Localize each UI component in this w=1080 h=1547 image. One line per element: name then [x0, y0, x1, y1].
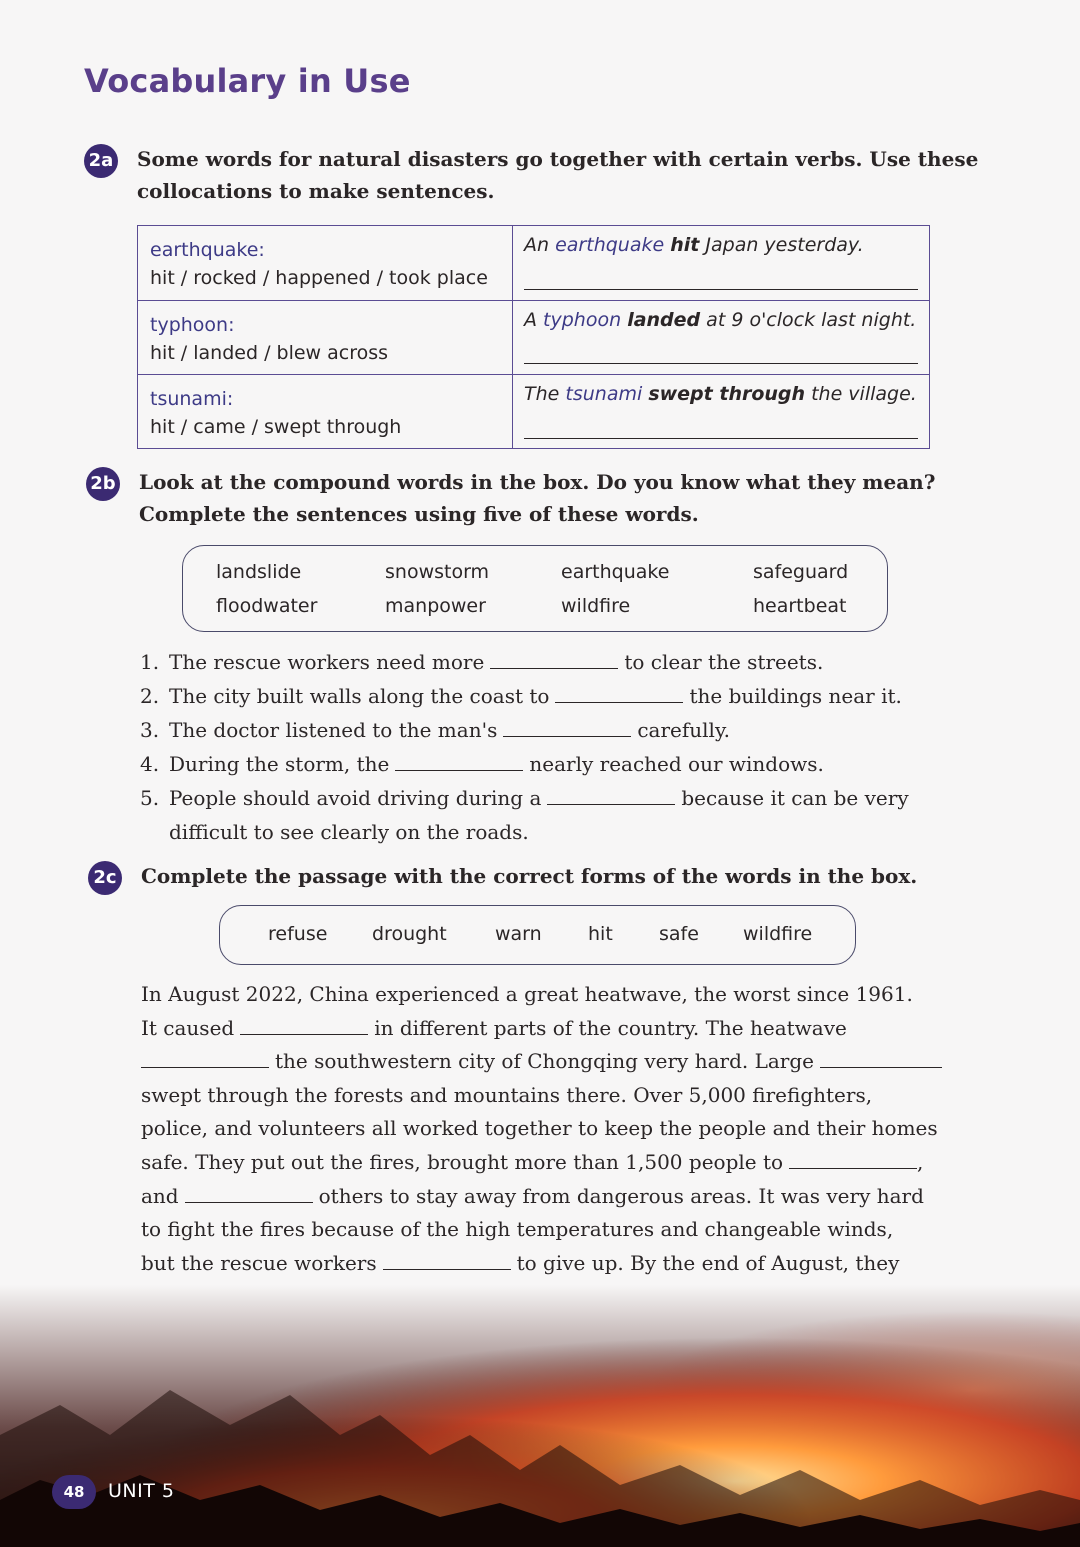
passage-line: [141, 1045, 948, 1079]
passage-line: In August 2022, China experienced a great heatwave, the worst since 1961.: [141, 982, 913, 1006]
collocation-cell: [138, 375, 513, 449]
answer-blank[interactable]: [141, 1047, 269, 1068]
page-title: Vocabulary in Use: [84, 62, 411, 100]
exercise-2b-instruction: [139, 466, 935, 530]
item-number: 3.: [140, 718, 160, 742]
passage-text: It caused: [141, 1015, 235, 1040]
answer-blank[interactable]: [820, 1047, 942, 1068]
example-cell: [513, 375, 929, 449]
list-item: [140, 781, 909, 815]
exercise-2b-badge: 2b: [86, 467, 120, 501]
example-text: [524, 383, 917, 405]
example-verb: swept through: [648, 383, 806, 405]
word-chip: earthquake: [561, 561, 670, 583]
answer-line[interactable]: [524, 289, 918, 290]
example-post: Japan yesterday.: [699, 234, 864, 256]
compound-word-box: [182, 545, 888, 632]
sentence-text: The rescue workers need more: [169, 650, 485, 674]
example-verb: hit: [670, 234, 700, 256]
passage-line: [141, 1146, 948, 1180]
passage-line: [141, 1180, 948, 1214]
passage-text: safe. They put out the fires, brought more than 1,500 people to: [141, 1149, 784, 1174]
passage-line: swept through the forests and mountains there. Over 5,000 firefighters,: [141, 1082, 873, 1107]
passage: [141, 978, 948, 1314]
word-chip: wildfire: [743, 923, 813, 945]
verb-list: hit / came / swept through: [150, 416, 402, 438]
example-pre: An: [524, 234, 556, 256]
sentence-text: The doctor listened to the man's: [169, 718, 498, 742]
passage-text: to give up. By the end of August, they: [516, 1250, 900, 1275]
passage-line: [141, 1247, 948, 1281]
verb-list: hit / landed / blew across: [150, 342, 389, 364]
word-chip: safeguard: [753, 561, 849, 583]
sentence-text: because it can be very: [681, 786, 909, 810]
list-item: [140, 679, 909, 713]
sentence-list: [140, 645, 909, 849]
sentence-text: nearly reached our windows.: [529, 752, 824, 776]
answer-blank[interactable]: [503, 716, 631, 737]
verb-list: hit / rocked / happened / took place: [150, 267, 488, 289]
sentence-text: the buildings near it.: [689, 684, 902, 708]
table-row: [138, 226, 929, 300]
collocation-cell: [138, 301, 513, 374]
table-row: [138, 300, 929, 374]
word-chip: landslide: [216, 561, 302, 583]
answer-blank[interactable]: [789, 1148, 917, 1169]
word-box: [219, 905, 856, 965]
passage-text: ,: [917, 1149, 924, 1174]
answer-blank[interactable]: [240, 1014, 368, 1035]
passage-text: but the rescue workers: [141, 1250, 377, 1275]
item-number: 5.: [140, 786, 160, 810]
word-chip: drought: [372, 923, 447, 945]
example-noun: tsunami: [565, 383, 643, 405]
word-chip: manpower: [385, 595, 486, 617]
disaster-word: tsunami:: [150, 388, 234, 410]
instruction-line: Look at the compound words in the box. Do you know what they mean?: [139, 470, 936, 494]
word-chip: safe: [659, 923, 699, 945]
passage-text: others to stay away from dangerous areas. It was very hard: [318, 1183, 924, 1208]
table-row: [138, 374, 929, 449]
passage-text: in different parts of the country. The heatwave: [374, 1015, 847, 1040]
word-chip: floodwater: [216, 595, 318, 617]
forest-fire-image: [0, 1285, 1080, 1547]
unit-label: UNIT 5: [108, 1480, 175, 1502]
word-chip: hit: [588, 923, 613, 945]
word-chip: warn: [495, 923, 542, 945]
instruction-line: Some words for natural disasters go together with certain verbs. Use these: [137, 147, 979, 171]
sentence-text: The city built walls along the coast to: [169, 684, 550, 708]
example-pre: A: [524, 309, 544, 331]
answer-blank[interactable]: [555, 682, 683, 703]
word-chip: wildfire: [561, 595, 631, 617]
wildfire-photo: [0, 1285, 1080, 1547]
answer-blank[interactable]: [547, 784, 675, 805]
answer-blank[interactable]: [185, 1182, 313, 1203]
word-chip: heartbeat: [753, 595, 847, 617]
collocation-table: [137, 225, 930, 449]
passage-line: to fight the fires because of the high temperatures and changeable winds,: [141, 1217, 894, 1242]
instruction-line: Complete the sentences using five of these words.: [139, 502, 699, 526]
word-chip: refuse: [268, 923, 328, 945]
instruction-line: collocations to make sentences.: [137, 179, 495, 203]
example-noun: typhoon: [543, 309, 622, 331]
example-pre: The: [524, 383, 566, 405]
exercise-2a-instruction: [137, 143, 978, 207]
answer-blank[interactable]: [395, 750, 523, 771]
disaster-word: typhoon:: [150, 314, 235, 336]
answer-line[interactable]: [524, 363, 918, 364]
answer-line[interactable]: [524, 438, 918, 439]
example-verb: landed: [627, 309, 701, 331]
answer-blank[interactable]: [490, 648, 618, 669]
item-number: 1.: [140, 650, 160, 674]
item-number: 4.: [140, 752, 160, 776]
example-cell: [513, 301, 929, 374]
example-noun: earthquake: [555, 234, 665, 256]
list-item-continuation: difficult to see clearly on the roads.: [169, 820, 529, 844]
example-post: at 9 o'clock last night.: [700, 309, 917, 331]
answer-blank[interactable]: [383, 1249, 511, 1270]
sentence-text: to clear the streets.: [624, 650, 824, 674]
sentence-text: carefully.: [637, 718, 730, 742]
sentence-text: People should avoid driving during a: [169, 786, 542, 810]
passage-line: police, and volunteers all worked together to keep the people and their homes: [141, 1116, 938, 1141]
exercise-2c-badge: 2c: [88, 861, 122, 895]
word-chip: snowstorm: [385, 561, 490, 583]
collocation-cell: [138, 226, 513, 300]
exercise-2a-badge: 2a: [84, 144, 118, 178]
passage-text: and: [141, 1183, 179, 1208]
example-post: the village.: [805, 383, 917, 405]
page-number: 48: [52, 1475, 96, 1509]
list-item: [140, 747, 909, 781]
passage-text: the southwestern city of Chongqing very hard. Large: [275, 1049, 814, 1074]
sentence-text: During the storm, the: [169, 752, 390, 776]
disaster-word: earthquake:: [150, 239, 265, 261]
list-item: [140, 713, 909, 747]
passage-line: [141, 1012, 948, 1046]
exercise-2c-instruction: Complete the passage with the correct forms of the words in the box.: [141, 864, 918, 888]
list-item: [140, 645, 909, 679]
example-text: [524, 309, 916, 331]
example-text: [524, 234, 864, 256]
example-cell: [513, 226, 929, 300]
item-number: 2.: [140, 684, 160, 708]
